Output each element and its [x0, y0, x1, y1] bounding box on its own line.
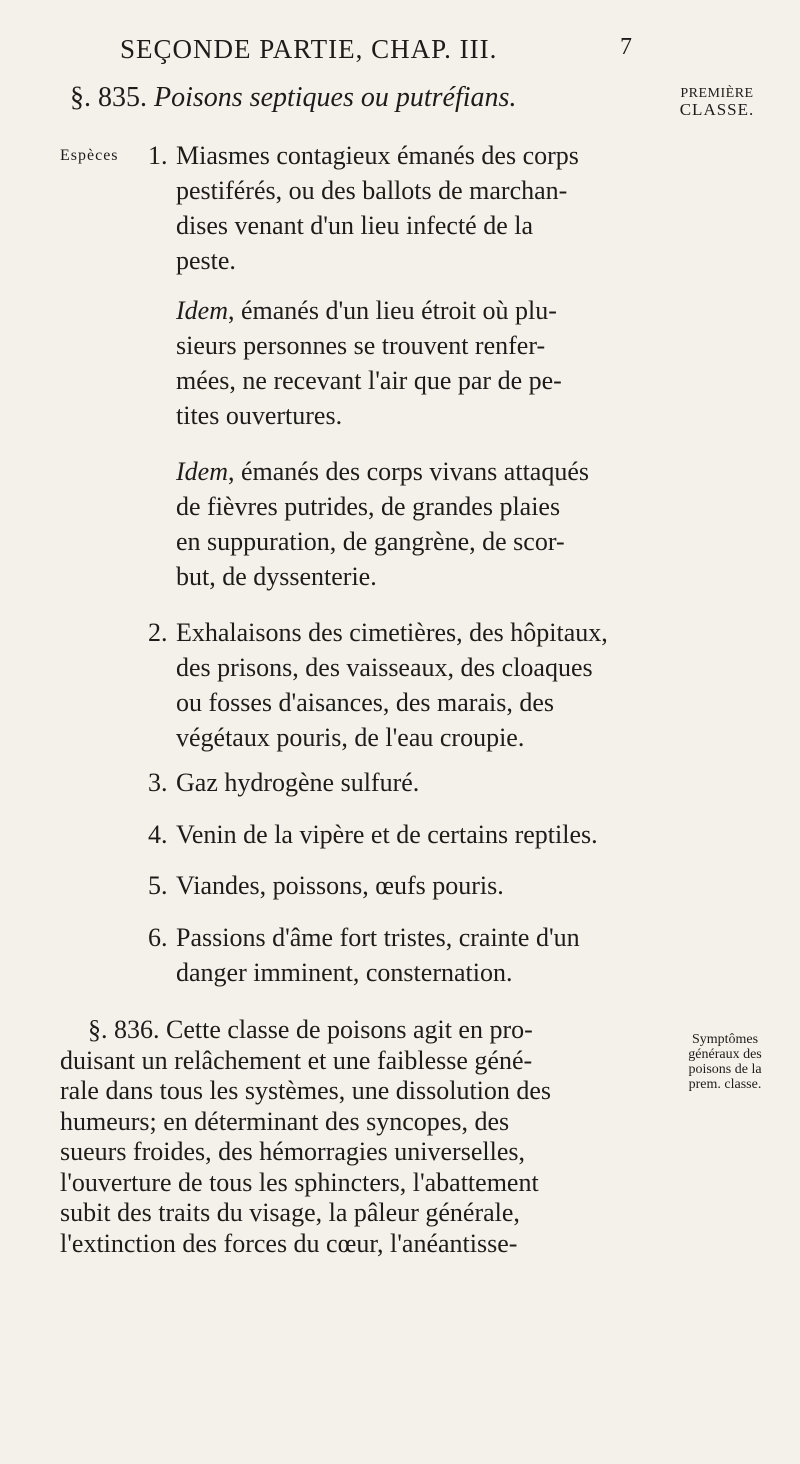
margin-line: Symptômes: [691, 1032, 759, 1047]
section-835-heading: [70, 82, 516, 114]
paragraph-line: humeurs; en déterminant des syncopes, des: [60, 1106, 510, 1136]
section-835-title: Poisons septiques ou putréfians.: [154, 82, 517, 113]
margin-note-symptomes: [670, 1032, 780, 1092]
entry-line: but, de dyssenterie.: [176, 562, 377, 591]
paragraph-line: l'ouverture de tous les sphincters, l'abattement: [60, 1167, 539, 1197]
entry-line: Venin de la vipère et de certains reptiles.: [176, 820, 598, 849]
entry-text: [176, 615, 608, 755]
idem-word: Idem: [176, 457, 228, 486]
entry-number: 2.: [148, 618, 168, 647]
entry-text: [176, 138, 579, 278]
entry-text: [176, 765, 419, 800]
entry-number: 5.: [148, 871, 168, 900]
entry-text: [176, 920, 580, 990]
entry-line: Passions d'âme fort tristes, crainte d'un: [176, 923, 580, 952]
entry-number: 3.: [148, 768, 168, 797]
entry-line: de fièvres putrides, de grandes plaies: [176, 492, 561, 521]
running-title: SEÇONDE PARTIE, CHAP. III.: [120, 34, 498, 64]
entry-line: tites ouvertures.: [176, 401, 343, 430]
margin-note-especes: Espèces: [60, 147, 119, 164]
entry-text: [176, 868, 504, 903]
entry-line-rest: , émanés des corps vivans attaqués: [227, 457, 589, 486]
paragraph-line: duisant un relâchement et une faiblesse géné-: [60, 1045, 533, 1075]
entry-line: sieurs personnes se trouvent renfer-: [176, 331, 546, 360]
section-835-number: §. 835.: [70, 82, 147, 113]
entry-line: des prisons, des vaisseaux, des cloaques: [176, 653, 593, 682]
section-836-paragraph: [60, 1015, 650, 1259]
paragraph-line: sueurs froides, des hémorragies universelles,: [60, 1137, 525, 1166]
margin-line: poisons de la: [688, 1062, 762, 1077]
margin-note-class: [667, 86, 767, 118]
entry-line: en suppuration, de gangrène, de scor-: [176, 527, 565, 556]
paragraph-line: rale dans tous les systèmes, une dissolution des: [60, 1076, 552, 1105]
entry-line: mées, ne recevant l'air que par de pe-: [176, 366, 562, 395]
running-header: [120, 34, 633, 65]
margin-note-premiere: PREMIÈRE: [680, 86, 754, 101]
paragraph-line: l'extinction des forces du cœur, l'anéantisse-: [60, 1228, 518, 1258]
entry-text: [176, 293, 562, 433]
entry-line-rest: , émanés d'un lieu étroit où plu-: [227, 296, 557, 325]
margin-note-classe: CLASSE.: [679, 100, 755, 119]
margin-line: généraux des: [688, 1047, 762, 1062]
entry-line: ou fosses d'aisances, des marais, des: [176, 688, 554, 717]
entry-line: [176, 454, 589, 489]
entry-line: Exhalaisons des cimetières, des hôpitaux,: [176, 618, 608, 647]
entry-line: dises venant d'un lieu infecté de la: [176, 211, 534, 240]
entry-text: [176, 454, 589, 594]
paragraph-line: subit des traits du visage, la pâleur générale,: [60, 1198, 520, 1227]
margin-line: prem. classe.: [688, 1077, 762, 1092]
entry-number: 1.: [148, 141, 168, 170]
signature-mark: 7: [620, 34, 633, 60]
entry-text: [176, 817, 598, 852]
entry-line: danger imminent, consternation.: [176, 958, 513, 987]
entry-number: 6.: [148, 923, 168, 952]
entry-line: peste.: [176, 246, 236, 275]
entry-line: pestiférés, ou des ballots de marchan-: [176, 176, 568, 205]
entry-number: 4.: [148, 820, 168, 849]
idem-word: Idem: [176, 296, 228, 325]
entry-line: végétaux pouris, de l'eau croupie.: [176, 723, 525, 752]
entry-line: Gaz hydrogène sulfuré.: [176, 768, 420, 797]
paragraph-line: §. 836. Cette classe de poisons agit en pro-: [88, 1015, 533, 1044]
entry-line: Viandes, poissons, œufs pouris.: [176, 871, 504, 900]
entry-line: [176, 293, 562, 328]
entry-line: Miasmes contagieux émanés des corps: [176, 141, 579, 170]
